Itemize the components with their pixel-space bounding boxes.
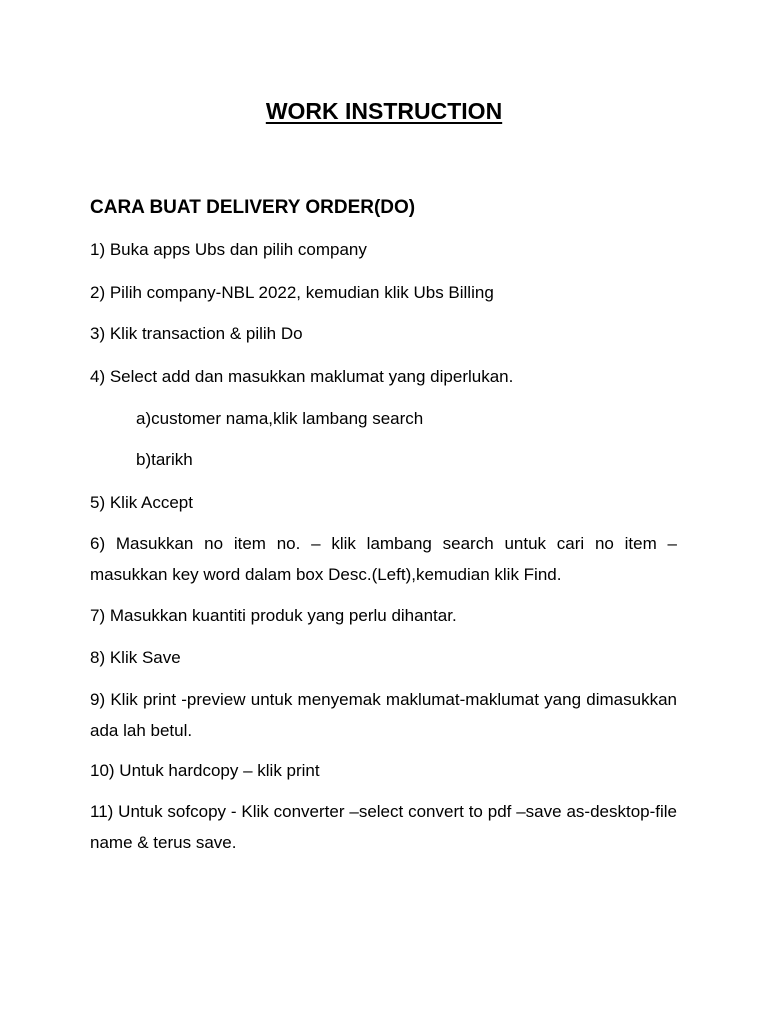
step-5: 5) Klik Accept [90,493,193,512]
step-4a: a)customer nama,klik lambang search [136,409,424,428]
step-3: 3) Klik transaction & pilih Do [90,324,303,343]
step-9: 9) Klik print -preview untuk menyemak maklumat-maklumat yang dimasukkan ada lah betul. [90,690,677,740]
step-4b: b)tarikh [136,450,193,469]
step-10: 10) Untuk hardcopy – klik print [90,761,320,780]
step-6: 6) Masukkan no item no. – klik lambang search untuk cari no item – masukkan key word dalam box Desc.(Left),kemudian klik Find. [90,534,677,584]
step-8: 8) Klik Save [90,648,181,667]
section-heading: CARA BUAT DELIVERY ORDER(DO) [90,197,416,218]
step-7: 7) Masukkan kuantiti produk yang perlu dihantar. [90,606,457,625]
document-title: WORK INSTRUCTION [265,98,503,124]
step-1: 1) Buka apps Ubs dan pilih company [90,240,367,259]
step-11: 11) Untuk sofcopy - Klik converter –select convert to pdf –save as-desktop-file name & terus save. [90,802,677,852]
step-2: 2) Pilih company-NBL 2022, kemudian klik Ubs Billing [90,283,494,302]
step-4: 4) Select add dan masukkan maklumat yang diperlukan. [90,367,514,386]
